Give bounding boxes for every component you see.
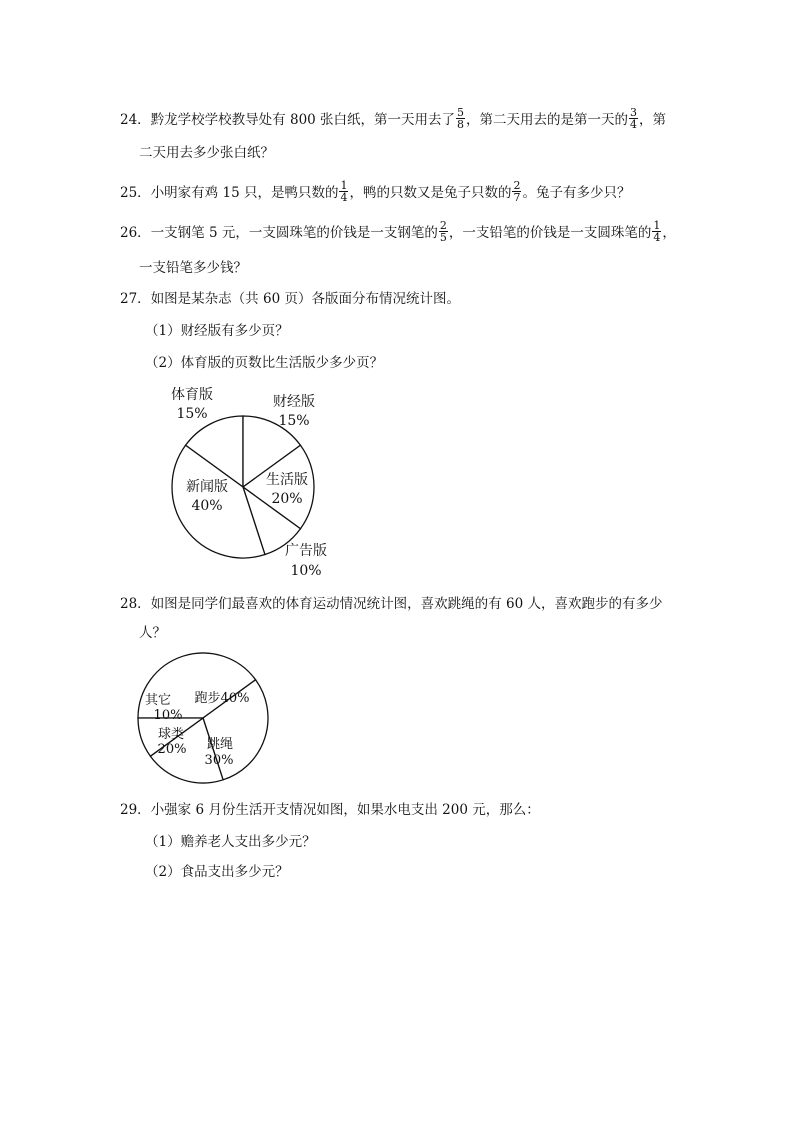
question-25 xyxy=(120,179,631,205)
question-number: 29． xyxy=(120,802,151,818)
question-29-sub1: （1）赡养老人支出多少元？ xyxy=(145,834,316,850)
fraction: $\frac{5}{8}$ xyxy=(457,106,465,131)
question-text: ，鸭的只数又是兔子只数的 xyxy=(349,185,512,201)
question-number: 28． xyxy=(120,596,151,612)
slice-label-category: 体育版 xyxy=(171,387,213,403)
question-text: 黔龙学校学校教导处有 800 张白纸，第一天用去了 xyxy=(150,112,456,128)
fraction: $\frac{1}{4}$ xyxy=(340,179,348,204)
question-text: ，第二天用去的是第一天的 xyxy=(466,112,629,128)
slice-label-category: 财经版 xyxy=(273,394,315,410)
question-number: 25． xyxy=(120,185,151,201)
fraction: $\frac{3}{4}$ xyxy=(630,106,638,131)
slice-label-value: 20% xyxy=(157,742,187,757)
fraction: $\frac{2}{7}$ xyxy=(513,179,521,204)
question-text: ，一支铅笔的价钱是一支圆珠笔的 xyxy=(448,225,652,241)
fraction: $\frac{1}{4}$ xyxy=(653,219,661,244)
slice-label-value: 10% xyxy=(153,708,183,723)
slice-label-category: 跳绳 xyxy=(206,737,234,752)
question-29 xyxy=(120,800,540,820)
question-text: ，第 xyxy=(639,112,667,128)
question-29-sub2: （2）食品支出多少元？ xyxy=(145,864,289,880)
slice-label-category: 球类 xyxy=(157,727,185,742)
fraction: $\frac{2}{5}$ xyxy=(439,219,447,244)
slice-label-value: 40% xyxy=(191,498,223,514)
question-26-line2: 一支铅笔多少钱？ xyxy=(139,260,247,276)
slice-label-category: 新闻版 xyxy=(186,479,228,495)
question-number: 24． xyxy=(120,112,151,128)
question-text: 小强家 6 月份生活开支情况如图，如果水电支出 200 元，那么： xyxy=(150,802,540,818)
slice-label-category: 广告版 xyxy=(285,543,327,559)
slice-label-value: 30% xyxy=(204,753,234,768)
slice-label-value: 15% xyxy=(278,413,310,429)
question-24 xyxy=(120,106,667,132)
pie-chart-sports xyxy=(130,650,280,790)
question-number: 27． xyxy=(120,291,151,307)
slice-label-value: 15% xyxy=(176,406,208,422)
question-26 xyxy=(120,219,676,245)
question-27-sub1: （1）财经版有多少页？ xyxy=(145,323,289,339)
question-text: 如图是同学们最喜欢的体育运动情况统计图，喜欢跳绳的有 60 人，喜欢跑步的有多少 xyxy=(150,596,663,612)
pie-chart-magazine xyxy=(150,380,350,580)
slice-label-value: 10% xyxy=(290,563,322,579)
question-text: 。兔子有多少只？ xyxy=(522,185,631,201)
slice-label-running: 跑步40% xyxy=(194,691,250,706)
question-27 xyxy=(120,289,460,309)
question-number: 26． xyxy=(120,225,151,241)
question-27-sub2: （2）体育版的页数比生活版少多少页？ xyxy=(145,355,384,371)
question-text: ， xyxy=(662,225,676,241)
question-text: 小明家有鸡 15 只，是鸭只数的 xyxy=(150,185,339,201)
question-28 xyxy=(120,594,662,614)
slice-label-category: 其它 xyxy=(144,693,172,708)
slice-label-category: 生活版 xyxy=(266,472,308,488)
slice-label-value: 20% xyxy=(271,491,303,507)
question-text: 一支钢笔 5 元，一支圆珠笔的价钱是一支钢笔的 xyxy=(150,225,438,241)
question-28-line2: 人？ xyxy=(139,625,166,641)
question-text: 如图是某杂志（共 60 页）各版面分布情况统计图。 xyxy=(150,291,460,307)
question-24-line2: 二天用去多少张白纸？ xyxy=(139,145,274,161)
